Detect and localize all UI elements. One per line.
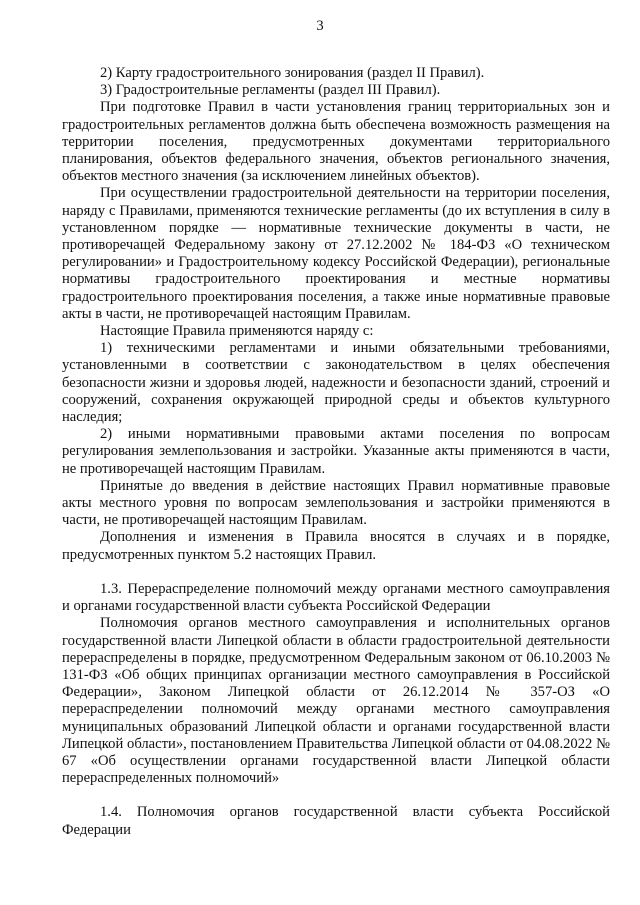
section-heading-1-4: 1.4. Полномочия органов государственной власти субъекта Российской Федерации [62,804,610,838]
paragraph-powers-redistribution: Полномочия органов местного самоуправления и исполнительных органов государственной власти Липецкой области в области градостроительной деятельности перераспределены в порядке, предусмотренном Федеральным законом от 06.10.2003 № 131-ФЗ «Об общих принципах организации местного самоуправления в Российской Федерации», Законом Липецкой области от 26.12.2014 № 357-ОЗ «О перераспределении полномочий между органами местного самоуправления муниципальных образований Липецкой области и органами государственной власти Липецкой области», постановлением Правительства Липецкой области от 04.08.2022 № 67 «Об осуществлении органами государственной власти Липецкой области перераспределенных полномочий» [62,615,610,787]
paragraph-prior-acts: Принятые до введения в действие настоящих Правил нормативные правовые акты местного уровня по вопросам землепользования и застройки применяются в части, не противоречащей настоящим Правилам. [62,477,610,529]
list-item-regulations: 3) Градостроительные регламенты (раздел III Правил). [100,82,441,99]
list-item-normative-acts: 2) иными нормативными правовыми актами поселения по вопросам регулирования землепользования и застройки. Указанные акты применяются в части, не противоречащей настоящим Правилам. [62,426,610,477]
section-gap [62,787,610,804]
paragraph-territorial-zones: При подготовке Правил в части установления границ территориальных зон и градостроительных регламентов должна быть обеспечена возможность размещения на территории поселения, предусмотренных документами территориального планирования, объектов федерального значения, объектов регионального значения, объектов местного значения (за исключением линейных объектов). [62,99,610,185]
section-gap [62,564,610,581]
paragraph-applied-along: Настоящие Правила применяются наряду с: [100,323,374,340]
list-item-technical-regulations: 1) техническими регламентами и иными обязательными требованиями, установленными в соответствии с законодательством в целях обеспечения безопасности жизни и здоровья людей, надежности и безопасности зданий, строений и сооружений, сохранения окружающей природной среды и объектов культурного наследия; [62,340,610,426]
body-text [62,65,610,839]
paragraph-technical-regulations: При осуществлении градостроительной деятельности на территории поселения, наряду с Правилами, применяются технические регламенты (до их вступления в силу в установленном порядке — нормативные технические документы в части, не противоречащей Федеральному закону от 27.12.2002 № 184-ФЗ «О техническом регулировании» и Градостроительному кодексу Российской Федерации), региональные нормативы градостроительного проектирования и местные нормативы градостроительного проектирования поселения, а также иные нормативные правовые акты в части, не противоречащей настоящим Правилам. [62,185,610,322]
section-heading-1-3: 1.3. Перераспределение полномочий между органами местного самоуправления и органами государственной власти субъекта Российской Федерации [62,580,610,615]
page-number: 3 [316,18,324,34]
paragraph-amendments: Дополнения и изменения в Правила вносятся в случаях и в порядке, предусмотренных пунктом 5.2 настоящих Правил. [62,529,610,563]
list-item-zoning-map: 2) Карту градостроительного зонирования (раздел II Правил). [100,65,485,81]
